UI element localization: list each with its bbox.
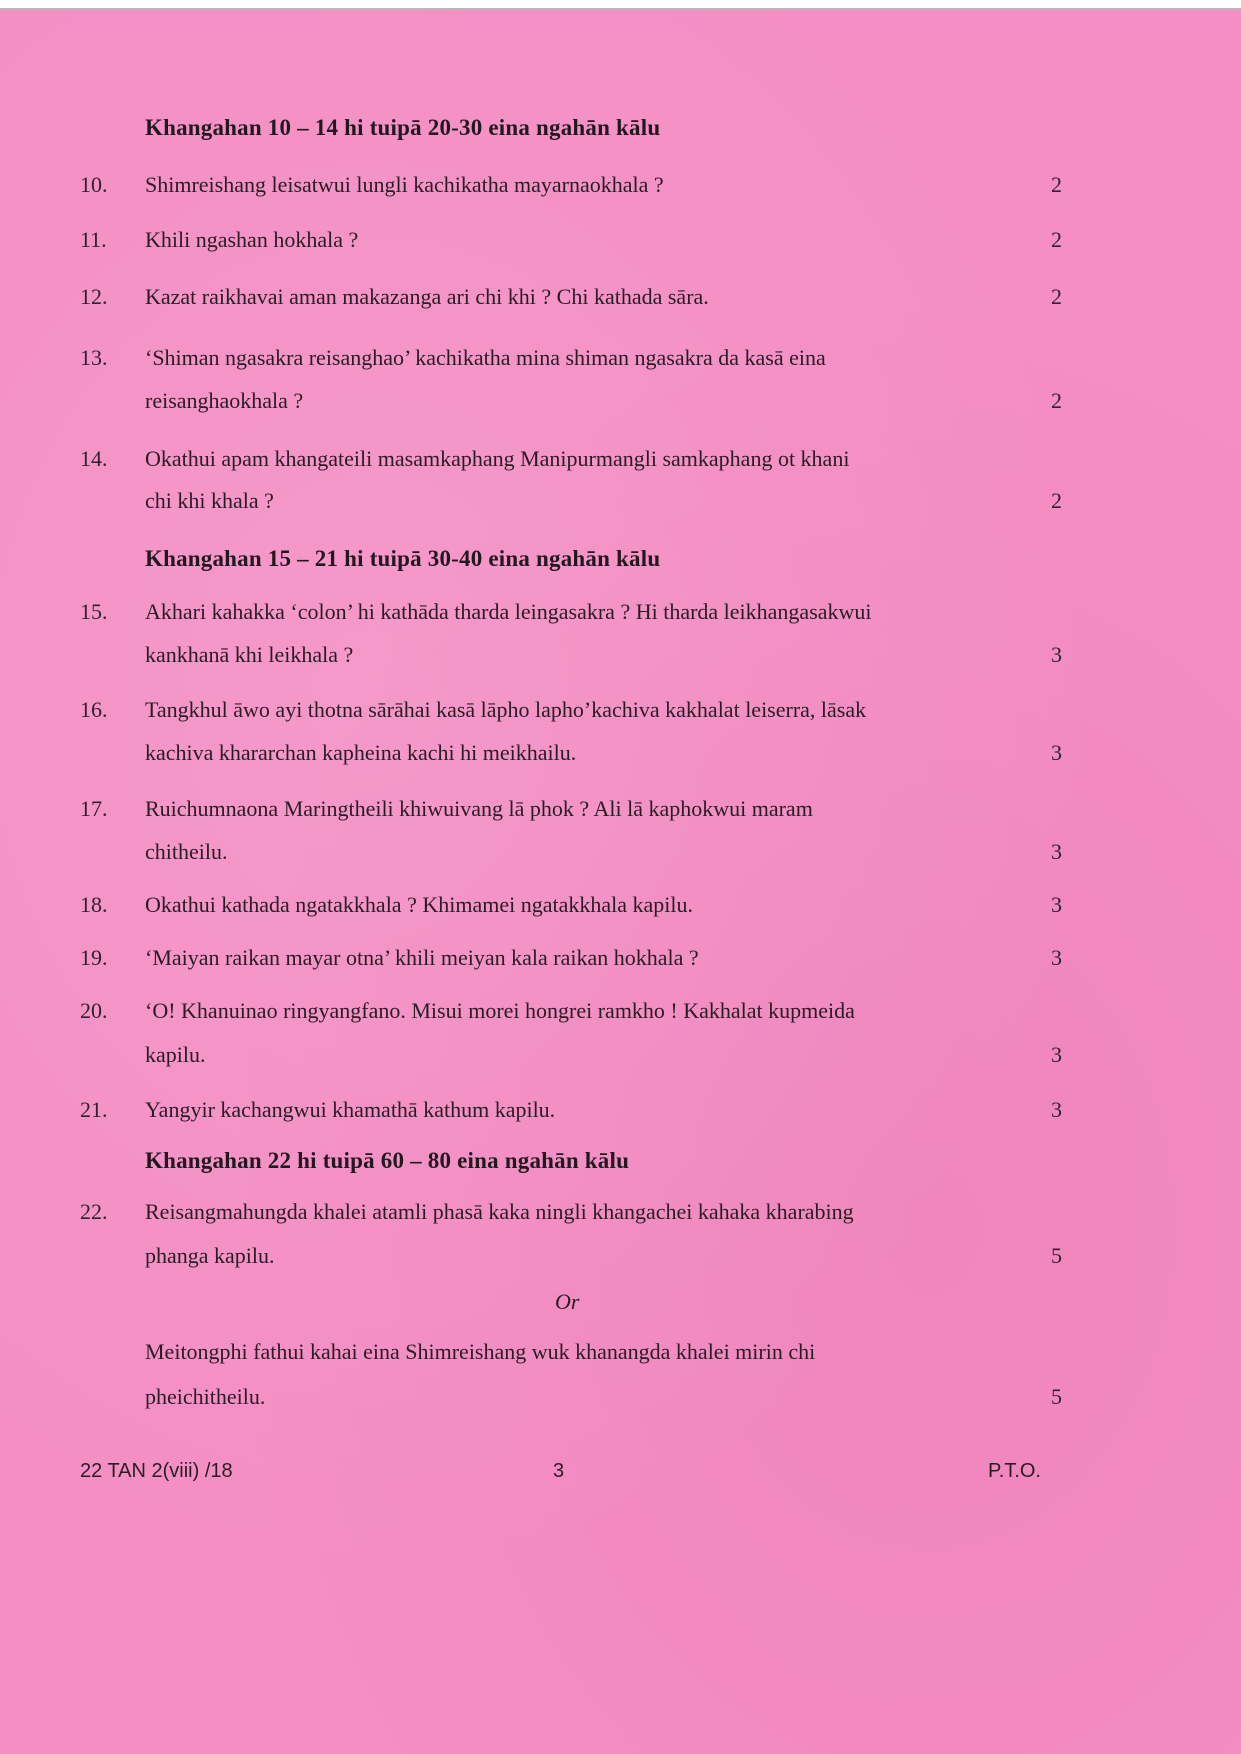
question-marks: 2 [1051,388,1062,413]
question-text: Tangkhul āwo ayi thotna sārāhai kasā lāpho lapho’kachiva kakhalat leiserra, lāsak [145,697,867,722]
alternative-question-text: Meitongphi fathui kahai eina Shimreishang wuk khanangda khalei mirin chi [145,1339,816,1364]
question-marks: 2 [1051,227,1062,252]
question-text: ‘Shiman ngasakra reisanghao’ kachikatha mina shiman ngasakra da kasā eina [145,345,826,370]
question-marks: 3 [1051,1097,1062,1122]
question-number: 19. [80,945,108,970]
question-text-continued: chitheilu. [145,839,228,864]
question-marks: 3 [1051,642,1062,667]
question-text-continued: phanga kapilu. [145,1243,275,1268]
alternative-question-text-continued: pheichitheilu. [145,1384,266,1409]
question-marks: 2 [1051,488,1062,513]
alternative-question-marks: 5 [1051,1384,1062,1409]
section-heading: Khangahan 15 – 21 hi tuipā 30-40 eina ngahān kālu [145,546,661,571]
question-text: Okathui kathada ngatakkhala ? Khimamei ngatakkhala kapilu. [145,892,693,917]
question-number: 12. [80,284,108,309]
paper-code: 22 TAN 2(viii) /18 [80,1460,233,1482]
question-text: Kazat raikhavai aman makazanga ari chi khi ? Chi kathada sāra. [145,284,709,309]
question-marks: 3 [1051,945,1062,970]
question-number: 18. [80,892,108,917]
question-text: ‘O! Khanuinao ringyangfano. Misui morei hongrei ramkho ! Kakhalat kupmeida [145,998,855,1023]
question-number: 14. [80,446,108,471]
question-number: 13. [80,345,108,370]
question-text-continued: kachiva khararchan kapheina kachi hi meikhailu. [145,740,577,765]
question-number: 20. [80,998,108,1023]
question-marks: 3 [1051,1042,1062,1067]
page-number: 3 [553,1460,565,1482]
question-text: Shimreishang leisatwui lungli kachikatha mayarnaokhala ? [145,172,664,197]
question-number: 21. [80,1097,108,1122]
question-text-continued: reisanghaokhala ? [145,388,304,413]
question-marks: 3 [1051,839,1062,864]
question-marks: 3 [1051,740,1062,765]
question-marks: 2 [1051,172,1062,197]
please-turn-over-label: P.T.O. [988,1460,1041,1482]
question-text: Khili ngashan hokhala ? [145,227,359,252]
question-number: 10. [80,172,108,197]
question-number: 22. [80,1199,108,1224]
question-text-continued: kapilu. [145,1042,206,1067]
question-marks: 5 [1051,1243,1062,1268]
question-marks: 3 [1051,892,1062,917]
question-number: 15. [80,599,108,624]
question-text: Ruichumnaona Maringtheili khiwuivang lā phok ? Ali lā kaphokwui maram [145,796,813,821]
question-text: Okathui apam khangateili masamkaphang Manipurmangli samkaphang ot khani [145,446,850,471]
question-marks: 2 [1051,284,1062,309]
question-text: Akhari kahakka ‘colon’ hi kathāda tharda leingasakra ? Hi tharda leikhangasakwui [145,599,872,624]
question-text-continued: chi khi khala ? [145,488,274,513]
section-heading: Khangahan 10 – 14 hi tuipā 20-30 eina ngahān kālu [145,115,661,140]
or-label: Or [555,1289,580,1314]
question-text-continued: kankhanā khi leikhala ? [145,642,354,667]
question-text: Yangyir kachangwui khamathā kathum kapilu. [145,1097,556,1122]
question-text: Reisangmahungda khalei atamli phasā kaka ningli khangachei kahaka kharabing [145,1199,854,1224]
question-number: 17. [80,796,108,821]
question-text: ‘Maiyan raikan mayar otna’ khili meiyan kala raikan hokhala ? [145,945,699,970]
question-number: 11. [80,227,107,252]
question-number: 16. [80,697,108,722]
section-heading: Khangahan 22 hi tuipā 60 – 80 eina ngahān kālu [145,1148,630,1173]
